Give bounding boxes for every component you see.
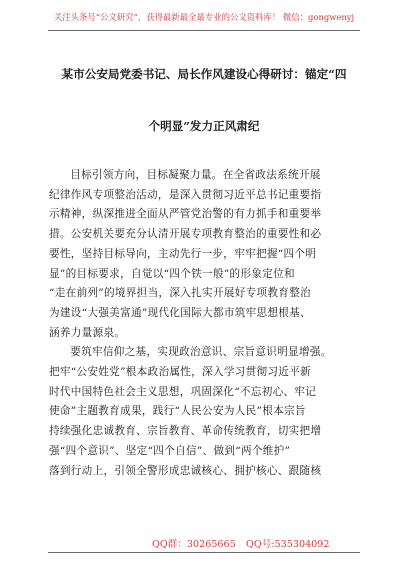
footer-qq-number: QQ号:535304092 [246,539,330,550]
body-paragraph-1: 目标引领方向，目标凝聚力量。在全省政法系统开展 纪律作风专项整治活动，是深入贯彻习近平总书记重要指 示精神，纵深推进全面从严管党治警的有力抓手和重要举 措。公安机关要充分认清开展专项教育整治的重要性和必 要性，坚持目标导向，主动先行一步，牢牢把握“四个明 显”的目标要求，自觉以“四个铁一般”的形象定位和 “走在前列”的境界担当，深入扎实开展好专项教育整治 为建设“大强美富通”现代化国际大都市筑牢思想根基、 涵养力量源泉。 [49,169,322,339]
document-body [49,166,361,481]
header-divider [48,30,360,31]
footer-divider [48,552,360,553]
footer-qq-group: QQ群：30265665 [152,539,236,550]
header-note: 关注头条号“公文研究”，获得最新最全最专业的公文资料库！ 微信：gongwenyj [53,12,355,22]
body-paragraph-2: 要筑牢信仰之基，实现政治意识、宗旨意识明显增强。 把牢“公安姓党”根本政治属性，深入学习贯彻习近平新 时代中国特色社会主义思想，巩固深化“不忘初心、牢记 使命”主题教育成果，践行“人民公安为人民”根本宗旨 持续强化忠诚教育、宗旨教育、革命传统教育，切实把增 强“四个意识”、坚定“四个自信”、做到“两个维护” 落到行动上，引领全警形成忠诚核心、拥护核心、跟随核 [49,346,332,477]
document-title-line-2: 个明显”发力正风肃纪 [148,119,260,133]
document-title-line-1: 某市公安局党委书记、局长作风建设心得研讨：锚定“四 [61,67,347,81]
